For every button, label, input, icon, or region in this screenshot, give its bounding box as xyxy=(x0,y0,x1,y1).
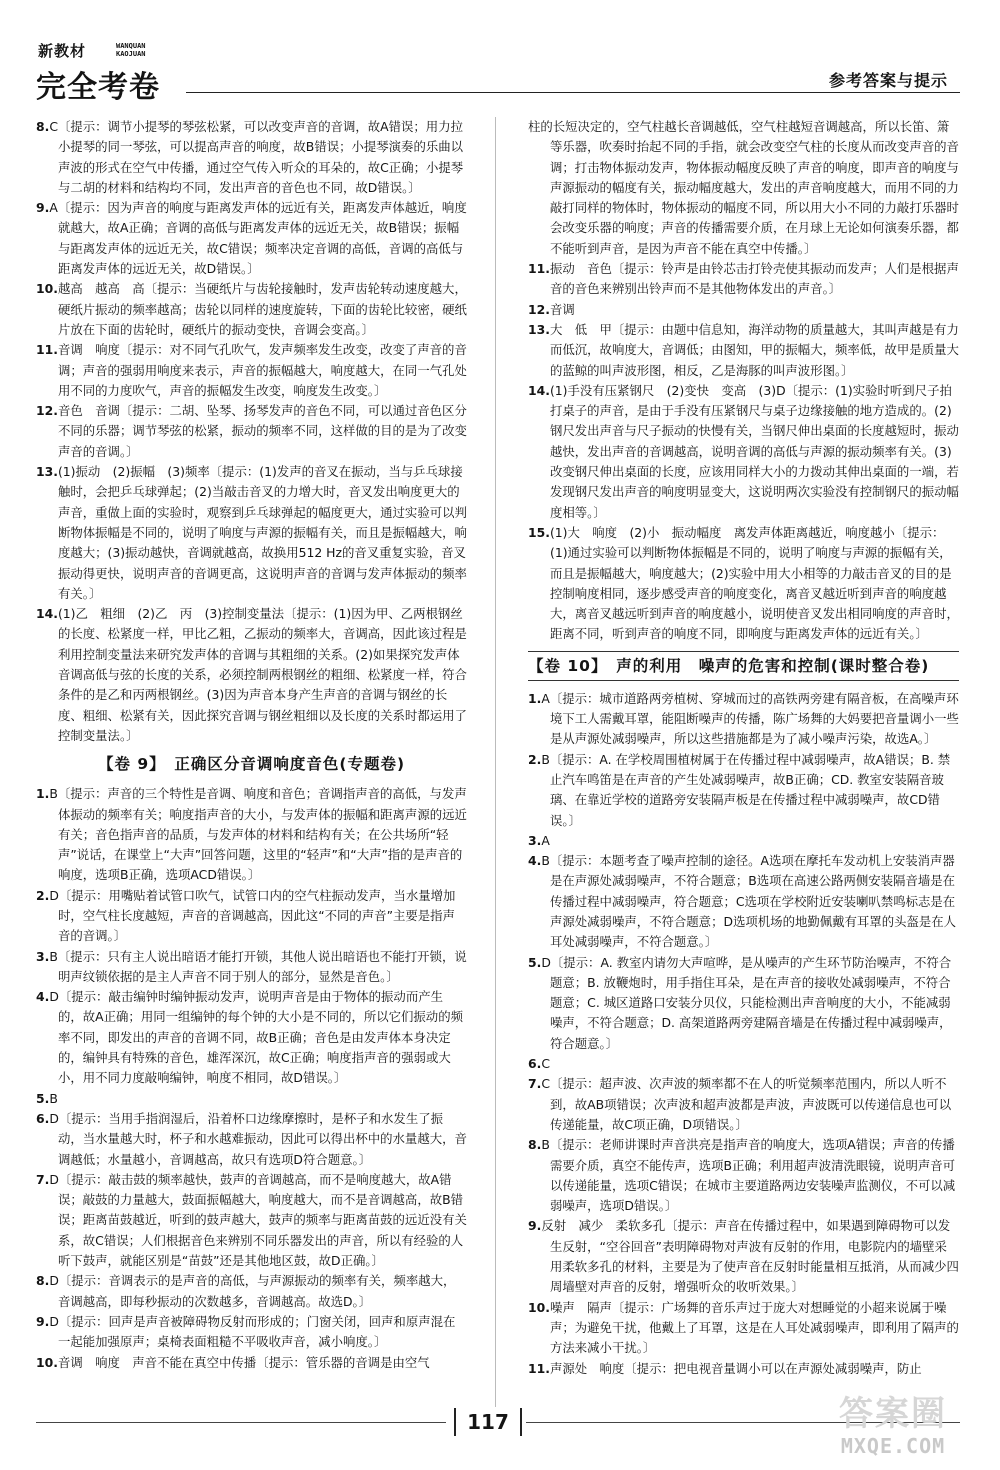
question-number: 7. xyxy=(36,1171,50,1187)
answer-column-left xyxy=(36,117,467,1373)
question-number: 3. xyxy=(528,832,542,848)
answer-text: 振动 音色〔提示：铃声是由铃芯击打铃壳使其振动而发声；人们是根据声音的音色来辨别出铃声而不是其他物体发出的声音。〕 xyxy=(549,261,959,297)
question-number: 11. xyxy=(528,1360,550,1376)
answer-item xyxy=(36,1312,467,1353)
answer-item xyxy=(528,320,959,381)
question-number: 3. xyxy=(36,948,50,964)
question-number: 10. xyxy=(36,1354,58,1370)
answer-text: 大 低 甲〔提示：由题中信息知，海洋动物的质量越大，其叫声越是有力而低沉，故响度大，音调低；由图知，甲的振幅大，频率低，故甲是质量大的蓝鲸的叫声波形图，相反，乙是海豚的叫声波形图。〕 xyxy=(549,321,959,378)
answer-text: A〔提示：城市道路两旁植树、穿城而过的高铁两旁建有隔音板，在高噪声环境下工人需戴耳罩，能阻断噪声的传播，陈广场舞的大妈要把音量调小一些是从声源处减弱噪声，所以这些措施都是为了减小噪声污染，故选A。〕 xyxy=(541,690,959,747)
answer-column-right xyxy=(528,117,959,1379)
answer-text: A〔提示：因为声音的响度与距离发声体的远近有关，距离发声体越近，响度就越大，故A正确；音调的高低与距离发声体的远近无关，故B错误；振幅与距离发声体的远近无关，故C错误；频率决定音调的高低，音调的高低与距离发声体的远近无关，故D错误。〕 xyxy=(49,200,467,277)
watermark-url: MXQE.COM xyxy=(840,1434,946,1458)
answer-text: B〔提示：声音的三个特性是音调、响度和音色；音调指声音的高低，与发声体振动的频率有关；响度指声音的大小，与发声体的振幅和距离声源的远近有关；音色指声音的品质，与发声体的材料和结构有关；在公共场所“轻声”说话，在课堂上“大声”回答问题，这里的“轻声”和“大声”指的是声音的响度，选项B正确，选项ACD错误。〕 xyxy=(49,786,467,883)
answer-item xyxy=(528,523,959,645)
answer-item xyxy=(36,1353,467,1373)
answer-text: D〔提示：用嘴贴着试管口吹气，试管口内的空气柱振动发声，当水量增加时，空气柱长度越短，声音的音调越高，因此这“不同的声音”主要是指声音的音调。〕 xyxy=(49,887,456,944)
page-number: 117 xyxy=(454,1408,522,1436)
question-number: 15. xyxy=(528,524,550,540)
brand-pinyin: WANQUAN KAOJUAN xyxy=(116,42,146,58)
question-number: 12. xyxy=(528,301,550,317)
answer-item xyxy=(36,279,467,340)
question-number: 8. xyxy=(36,1273,50,1289)
answer-text: C〔提示：调节小提琴的琴弦松紧，可以改变声音的音调，故A错误；用力拉小提琴的同一琴弦，可以提高声音的响度，故B错误；小提琴演奏的乐曲以声波的形式在空气中传播，通过空气传入听众的耳朵的，故C正确；小提琴与二胡的材料和结构均不同，发出声音的音色也不同，故D错误。〕 xyxy=(49,119,464,195)
question-number: 14. xyxy=(36,606,58,622)
answer-item xyxy=(528,953,959,1054)
answer-text: 越高 越高 高〔提示：当硬纸片与齿轮接触时，发声齿轮转动速度越大，硬纸片振动的频率越高；齿轮以同样的速度旋转，下面的齿轮比较密，硬纸片放在下面的齿轮时，硬纸片的振动变快，音调会变高。〕 xyxy=(57,281,467,337)
answer-text: B〔提示：老师讲课时声音洪亮是指声音的响度大，选项A错误；声音的传播需要介质，真空不能传声，选项B正确；利用超声波清洗眼镜，说明声音可以传递能量，选项C错误；在城市主要道路两边安装噪声监测仪，不可以减弱噪声，选项D错误。〕 xyxy=(541,1137,956,1214)
answer-text: 噪声 隔声〔提示：广场舞的音乐声过于庞大对想睡觉的小超来说属于噪声；为避免干扰，他戴上了耳罩，这是在人耳处减弱噪声，即利用了隔声的方法来减小干扰。〕 xyxy=(549,1299,959,1356)
section-heading: 【卷 9】 正确区分音调响度音色(专题卷) xyxy=(97,755,406,774)
answer-text: D〔提示：敲击鼓的频率越快，鼓声的音调越高，而不是响度越大，故A错误；敲鼓的力量越大，鼓面振幅越大，响度越大，而不是音调越高，故B错误；距离苗鼓越近，听到的鼓声越大，鼓声的频率与距离苗鼓的远近没有关系，故C错误；人们根据音色来辨别不同乐器发出的声音，所以有经验的人听下鼓声，就能区别是“苗鼓”还是其他地区鼓，故D正确。〕 xyxy=(49,1171,467,1269)
answer-item xyxy=(528,117,959,259)
answer-text: 音色 音调〔提示：二胡、坠琴、扬琴发声的音色不同，可以通过音色区分不同的乐器；调节琴弦的松紧，振动的频率不同，这样做的目的是为了改变声音的音调。〕 xyxy=(57,403,467,459)
footer-rule-left xyxy=(36,1422,446,1423)
section-heading: 【卷 10】 声的利用 噪声的危害和控制(课时整合卷) xyxy=(528,651,959,681)
question-number: 6. xyxy=(36,1110,50,1126)
question-number: 13. xyxy=(36,464,58,480)
answer-text: B〔提示：本题考查了噪声控制的途径。A选项在摩托车发动机上安装消声器是在声源处减弱噪声，不符合题意；B选项在高速公路两侧安装隔音墙是在传播过程中减弱噪声，符合题意；C选项在学校附近安装喇叭禁鸣标志是在声源处减弱噪声，不符合题意；D选项机场的地勤佩戴有耳罩的头盔是在人耳处减弱噪声，不符合题意。〕 xyxy=(541,853,957,950)
answer-text: 声源处 响度〔提示：把电视音量调小可以在声源处减弱噪声，防止 xyxy=(549,1360,922,1376)
answer-text: (1)乙 粗细 (2)乙 丙 (3)控制变量法〔提示：(1)因为甲、乙两根钢丝的长度、松紧度一样，甲比乙粗，乙振动的频率大，音调高，因此该过程是利用控制变量法来研究发声体的音调与其粗细的关系。(2)如果探究发声体音调高低与弦的长度的关系，必须控制两根钢丝的粗细、松紧度一样，符合条件的是乙和丙两根钢丝。(3)因为声音本身产生声音的音调与钢丝的长度、粗细、松紧有关，因此探究音调与钢丝粗细以及长度的关系时都运用了控制变量法。〕 xyxy=(57,606,467,743)
question-number: 12. xyxy=(36,403,58,419)
answer-text: B〔提示：只有主人说出暗语才能打开锁，其他人说出暗语也不能打开锁，说明声纹锁依据的是主人声音不同于别人的部分，显然是音色。〕 xyxy=(49,948,467,984)
answer-item xyxy=(36,947,467,988)
answer-item xyxy=(528,750,959,831)
answer-text: D〔提示：敲击编钟时编钟振动发声，说明声音是由于物体的振动而产生的，故A正确；用同一组编钟的每个钟的大小是不同的，所以它们振动的频率不同，即发出的声音的音调不同，故B正确；音色是由发声体本身决定的，编钟具有特殊的音色，雄浑深沉，故C正确；响度指声音的强弱或大小，用不同力度敲响编钟，响度不相同，故D错误。〕 xyxy=(49,989,463,1086)
answer-item xyxy=(528,851,959,952)
answer-item xyxy=(36,1271,467,1312)
answer-item xyxy=(36,886,467,947)
brand-logo-text: 完全考卷 xyxy=(36,70,160,105)
question-number: 11. xyxy=(36,342,58,358)
question-number: 9. xyxy=(36,1313,50,1329)
answer-text: C xyxy=(541,1056,550,1072)
answer-text: (1)大 响度 (2)小 振动幅度 离发声体距离越近，响度越小〔提示：(1)通过实验可以判断物体振幅是不同的，说明了响度与声源的振幅有关，而且是振幅越大，响度越大；(2)实验中用大小相等的力敲击音叉的目的是控制响度相同，逐步感受声音的响度变化，离音叉越近听到声音的响度越大，离音叉越远听到声音的响度越小，说明使音叉发出相同响度的声音时，距离不同，听到声音的响度不同，即响度与距离发声体的远近有关。〕 xyxy=(549,524,959,642)
question-number: 9. xyxy=(528,1218,542,1234)
question-number: 4. xyxy=(528,853,542,869)
question-number: 8. xyxy=(36,119,50,134)
question-number: 13. xyxy=(528,321,550,337)
answer-text: D〔提示：音调表示的是声音的高低，与声源振动的频率有关，频率越大，音调越高，即每秒振动的次数越多，音调越高。故选D。〕 xyxy=(49,1273,456,1309)
question-number: 5. xyxy=(36,1090,50,1106)
question-number: 7. xyxy=(528,1076,542,1092)
answer-item xyxy=(36,604,467,746)
answer-item xyxy=(36,462,467,604)
answer-item xyxy=(528,1359,959,1379)
question-number: 1. xyxy=(528,690,542,706)
answer-item xyxy=(528,689,959,750)
answer-text: 音调 响度〔提示：对不同气孔吹气，发声频率发生改变，改变了声音的音调；声音的强弱用响度来表示，声音的振幅越大，响度越大，在同一气孔处用不同的力度吹气，声音的振幅发生改变，响度发生改变。〕 xyxy=(57,342,467,398)
brand-subtitle: 新教材 xyxy=(38,42,87,60)
answer-item xyxy=(528,1298,959,1359)
question-number: 5. xyxy=(528,954,542,970)
answer-item xyxy=(528,1054,959,1074)
column-divider xyxy=(495,117,496,1407)
answer-text: 反射 减少 柔软多孔〔提示：声音在传播过程中，如果遇到障碍物可以发生反射，“空谷回音”表明障碍物对声波有反射的作用，电影院内的墙壁采用柔软多孔的材料，主要是为了使声音在反射时能量相互抵消，从而减少四周墙壁对声音的反射，增强听众的收听效果。〕 xyxy=(541,1218,959,1295)
question-number: 14. xyxy=(528,382,550,398)
page-header xyxy=(34,40,960,105)
answer-text: C〔提示：超声波、次声波的频率都不在人的听觉频率范围内，所以人听不到，故AB项错误；次声波和超声波都是声波，声波既可以传递信息也可以传递能量，故C项正确，D项错误。〕 xyxy=(541,1076,952,1132)
answer-text: 音调 xyxy=(549,301,575,317)
answer-item xyxy=(528,1074,959,1135)
answer-item xyxy=(528,831,959,851)
question-number: 2. xyxy=(36,887,50,903)
answer-item xyxy=(36,340,467,401)
question-number: 11. xyxy=(528,261,550,277)
answer-item xyxy=(36,784,467,885)
answer-item xyxy=(36,117,467,198)
answer-text: D〔提示：当用手指润湿后，沿着杯口边缘摩擦时，是杯子和水发生了振动，当水量越大时，杯子和水越难振动，因此可以得出杯中的水量越大，音调越低；水量越小，音调越高，故只有选项D符合题意。〕 xyxy=(49,1110,467,1167)
answer-text: B xyxy=(49,1090,58,1106)
watermark-logo: 答案圈 xyxy=(839,1394,947,1434)
question-number: 4. xyxy=(36,989,50,1005)
question-number: 8. xyxy=(528,1137,542,1153)
answer-text: A xyxy=(541,832,550,848)
question-number: 10. xyxy=(528,1299,550,1315)
answer-item xyxy=(36,1109,467,1170)
question-number: 10. xyxy=(36,281,58,297)
answer-item xyxy=(36,1170,467,1271)
answer-text: 音调 响度 声音不能在真空中传播〔提示：管乐器的音调是由空气 xyxy=(57,1354,430,1370)
answer-item xyxy=(528,1135,959,1216)
answer-item xyxy=(36,198,467,279)
header-divider xyxy=(186,92,960,93)
question-number: 1. xyxy=(36,786,50,802)
question-number: 2. xyxy=(528,751,542,767)
header-section-title: 参考答案与提示 xyxy=(828,71,948,90)
answer-item xyxy=(36,401,467,462)
answer-item xyxy=(528,259,959,300)
answer-item xyxy=(528,300,959,320)
answer-item xyxy=(528,381,959,523)
question-number: 9. xyxy=(36,200,50,216)
answer-text: D〔提示：回声是声音被障碍物反射而形成的；门窗关闭，回声和原声混在一起能加强原声；桌椅表面粗糙不平吸收声音，减小响度。〕 xyxy=(49,1313,456,1350)
question-number: 6. xyxy=(528,1056,542,1072)
answer-text: D〔提示：A. 教室内请勿大声喧哗，是从噪声的产生环节防治噪声，不符合题意；B. 放鞭炮时，用手指住耳朵，是在声音的接收处减弱噪声，不符合题意；C. 城区道路口安装分贝仪，只能检测出声音响度的大小，不能减弱噪声，不符合题意；D. 高架道路两旁建隔音墙是在传播过程中减弱噪声，符合题意。〕 xyxy=(541,954,952,1051)
answer-text: (1)手没有压紧钢尺 (2)变快 变高 (3)D〔提示：(1)实验时听到尺子拍打桌子的声音，是由于手没有压紧钢尺与桌子边缘接触的地方造成的。(2)钢尺发出声音与尺子振动的快慢有关，当钢尺伸出桌面的长度越短时，振动越快，发出声音的音调越高，说明音调的高低与声源的振动频率有关。(3)改变钢尺伸出桌面的长度，应该用同样大小的力拨动其伸出桌面的一端，若发现钢尺发出声音的响度明显变大，这说明两次实验没有控制钢尺的振动幅度相等。〕 xyxy=(549,382,959,520)
answer-text: 柱的长短决定的，空气柱越长音调越低，空气柱越短音调越高，所以长笛、箫等乐器，吹奏时抬起不同的手指，就会改变空气柱的长度从而改变声音的音调；打击物体振动发声，物体振动幅度反映了声音的响度，即声音的响度与声源振动的幅度有关，振动幅度越大，发出的声音响度越大，而用不同的力敲打同样的物体时，物体振动的幅度不同，所以用大小不同的力敲打乐器时会改变乐器的响度；声音的传播需要介质，在月球上无论如何演奏乐器，都不能听到声音，是因为声音不能在真空中传播。〕 xyxy=(528,119,959,256)
answer-text: (1)振动 (2)振幅 (3)频率〔提示：(1)发声的音叉在振动，当与乒乓球接触时，会把乒乓球弹起；(2)当敲击音叉的力增大时，音叉发出响度更大的声音，重做上面的实验时，观察到乒乓球弹起的幅度更大，通过实验可以判断物体振幅是不同的，说明了响度与声源的振幅有关，而且是振幅越大，响度越大；(3)振动越快，音调就越高，故换用512 Hz的音叉重复实验，音叉振动得更快，说明声音的音调更高，这说明声音的音调与发声体振动的频率有关。〕 xyxy=(57,464,467,601)
answer-item xyxy=(36,987,467,1088)
answer-text: B〔提示：A. 在学校周围植树属于在传播过程中减弱噪声，故A错误；B. 禁止汽车鸣笛是在声音的产生处减弱噪声，故B正确；CD. 教室安装隔音玻璃、在靠近学校的道路旁安装隔声板是在传播过程中减弱噪声，故CD错误。〕 xyxy=(541,751,951,828)
answer-item xyxy=(36,1089,467,1109)
answer-item xyxy=(528,1216,959,1297)
